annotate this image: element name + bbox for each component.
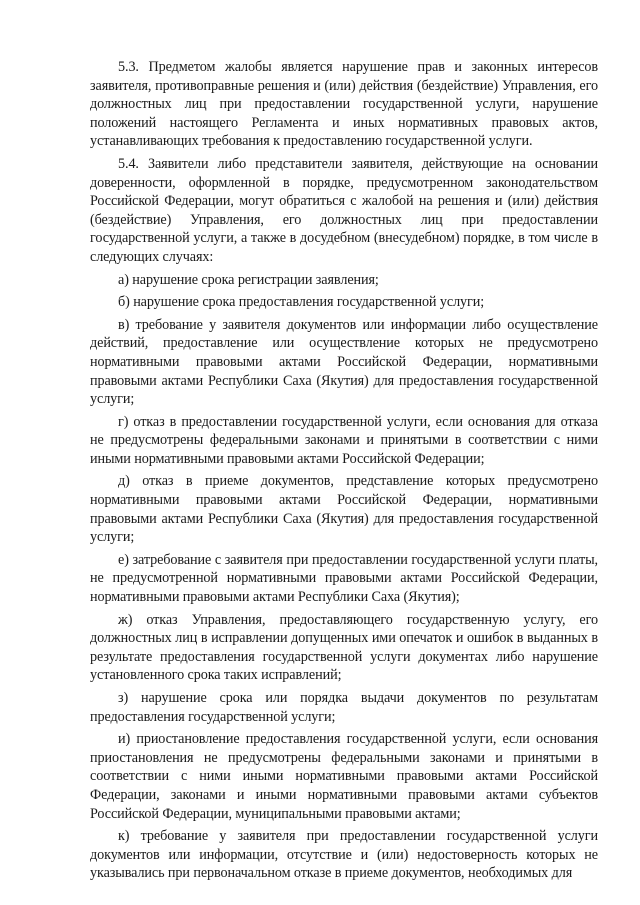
list-item-g: г) отказ в предоставлении государственной услуги, если основания для отказа не предусмотрены федеральными законами и принятыми в соответствии с ними иными нормативными правовыми актами Российской Федерации;: [90, 413, 598, 467]
list-item-a: а) нарушение срока регистрации заявления;: [118, 271, 379, 288]
list-item-z: з) нарушение срока или порядка выдачи документов по результатам предоставления государственной услуги;: [90, 690, 598, 725]
paragraph-5-4: 5.4. Заявители либо представители заявителя, действующие на основании доверенности, оформленной в порядке, предусмотренном законодательством Российской Федерации, могут обратиться с жалобой на решения и (или) действия (бездействие) Управления, его должностных лиц при предоставлении государственной услуги, а также в досудебном (внесудебном) порядке, в том числе в следующих случаях:: [90, 155, 598, 265]
list-item-d: д) отказ в приеме документов, представление которых предусмотрено нормативными правовыми актами Российской Федерации, нормативными правовыми актами Республики Саха (Якутия) для предоставления государственной услуги;: [90, 473, 598, 546]
list-item-k: к) требование у заявителя при предоставлении государственной услуги документов или информации, отсутствие и (или) недостоверность которых не указывались при первоначальном отказе в приеме документов, необходимых для: [90, 828, 598, 882]
list-item-b: б) нарушение срока предоставления государственной услуги;: [118, 294, 485, 311]
list-item-v: в) требование у заявителя документов или информации либо осуществление действий, предоставление или осуществление которых не предусмотрено нормативными правовыми актами Российской Федерации, нормативными правовыми актами Республики Саха (Якутия) для предоставления государственной услуги;: [90, 316, 598, 408]
list-item-zh: ж) отказ Управления, предоставляющего государственную услугу, его должностных лиц в исправлении допущенных ими опечаток и ошибок в выданных в результате предоставления государственной услуги документах либо нарушение установленного срока таких исправлений;: [90, 611, 598, 684]
paragraph-5-3: 5.3. Предметом жалобы является нарушение прав и законных интересов заявителя, противоправные решения и (или) действия (бездействие) Управления, его должностных лиц при предоставлении государственной услуги, нарушение положений настоящего Регламента и иных нормативных правовых актов, устанавливающих требования к предоставлению государственной услуги.: [90, 59, 598, 150]
list-item-i: и) приостановление предоставления государственной услуги, если основания приостановления не предусмотрены федеральными законами и принятыми в соответствии с ними иными нормативными правовыми актами Российской Федерации, законами и иными нормативными правовыми актами субъектов Российской Федерации, муниципальными правовыми актами;: [90, 731, 598, 822]
list-item-e: е) затребование с заявителя при предоставлении государственной услуги платы, не предусмотренной нормативными правовыми актами Российской Федерации, нормативными правовыми актами Республики Саха (Якутия);: [90, 551, 598, 606]
